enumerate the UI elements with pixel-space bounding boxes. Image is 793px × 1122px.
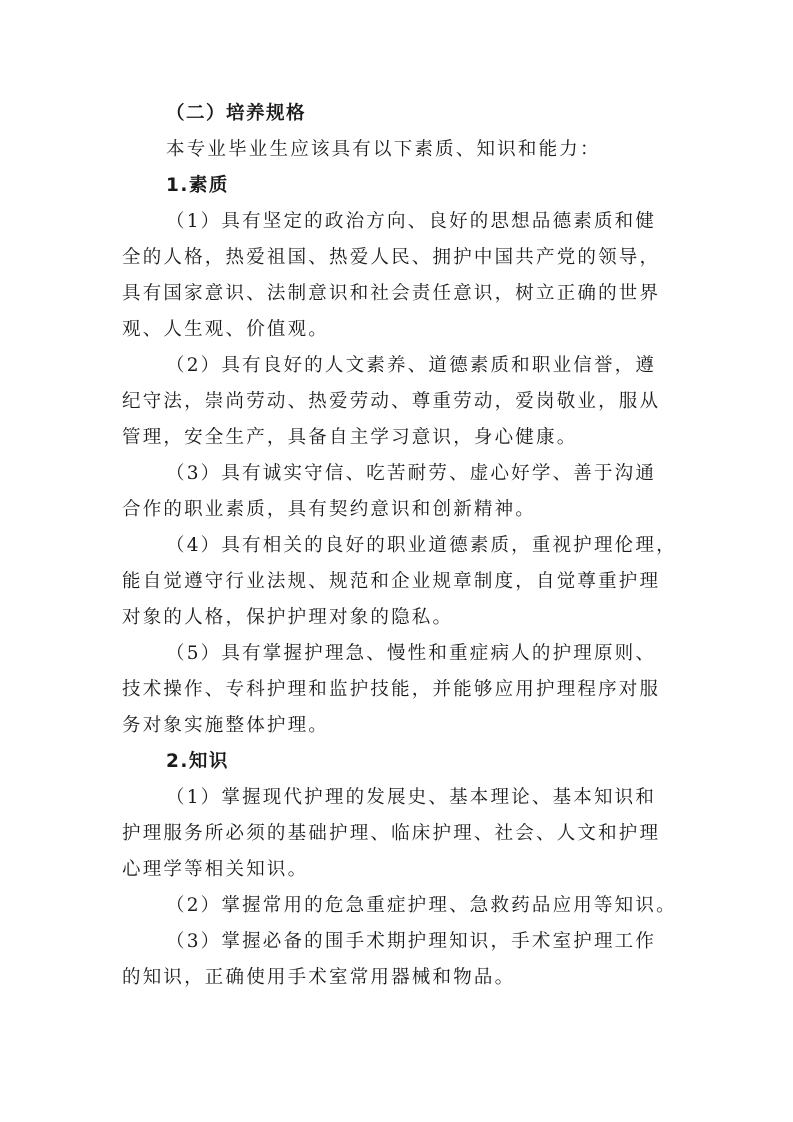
paragraph-line: 纪守法，崇尚劳动、热爱劳动、尊重劳动，爱岗敬业，服从: [122, 391, 661, 412]
paragraph-line: （1）具有坚定的政治方向、良好的思想品德素质和健: [166, 211, 657, 232]
paragraph-line: （2）掌握常用的危急重症护理、急救药品应用等知识。: [166, 895, 677, 916]
paragraph-line: （3）掌握必备的围手术期护理知识，手术室护理工作: [166, 931, 657, 952]
paragraph-line: 全的人格，热爱祖国、热爱人民、拥护中国共产党的领导，: [122, 247, 661, 268]
paragraph-line: 务对象实施整体护理。: [122, 715, 330, 736]
quality-heading: 1.素质: [166, 175, 229, 196]
knowledge-item-1: [122, 780, 674, 888]
paragraph-line: 对象的人格，保护护理对象的隐私。: [122, 607, 454, 628]
quality-item-3: [122, 456, 674, 528]
paragraph-line: （1）掌握现代护理的发展史、基本理论、基本知识和: [166, 787, 657, 808]
paragraph-line: （2）具有良好的人文素养、道德素质和职业信誉，遵: [166, 355, 657, 376]
paragraph-line: （5）具有掌握护理急、慢性和重症病人的护理原则、: [166, 643, 657, 664]
knowledge-heading: 2.知识: [166, 751, 229, 772]
knowledge-item-3: [122, 924, 674, 996]
paragraph-line: 技术操作、专科护理和监护技能，并能够应用护理程序对服: [122, 679, 661, 700]
paragraph-line: 具有国家意识、法制意识和社会责任意识，树立正确的世界: [122, 283, 661, 304]
quality-item-2: [122, 348, 674, 456]
quality-item-4: [122, 528, 677, 636]
paragraph-line: 能自觉遵守行业法规、规范和企业规章制度，自觉尊重护理: [122, 571, 661, 592]
paragraph-line: 护理服务所必须的基础护理、临床护理、社会、人文和护理: [122, 823, 661, 844]
quality-item-1: [122, 204, 674, 348]
paragraph-line: 合作的职业素质，具有契约意识和创新精神。: [122, 499, 537, 520]
paragraph-line: 心理学等相关知识。: [122, 859, 309, 880]
paragraph-line: 的知识，正确使用手术室常用器械和物品。: [122, 967, 516, 988]
paragraph-line: 管理，安全生产，具备自主学习意识，身心健康。: [122, 427, 578, 448]
paragraph-line: （3）具有诚实守信、吃苦耐劳、虚心好学、善于沟通: [166, 463, 657, 484]
paragraph-line: （4）具有相关的良好的职业道德素质，重视护理伦理，: [166, 535, 677, 556]
paragraph-line: 观、人生观、价值观。: [122, 319, 330, 340]
section-title: （二）培养规格: [166, 103, 307, 124]
quality-item-5: [122, 636, 674, 744]
document-body: [122, 96, 677, 996]
intro-paragraph: 本专业毕业生应该具有以下素质、知识和能力：: [166, 139, 601, 160]
knowledge-item-2: [122, 888, 677, 924]
